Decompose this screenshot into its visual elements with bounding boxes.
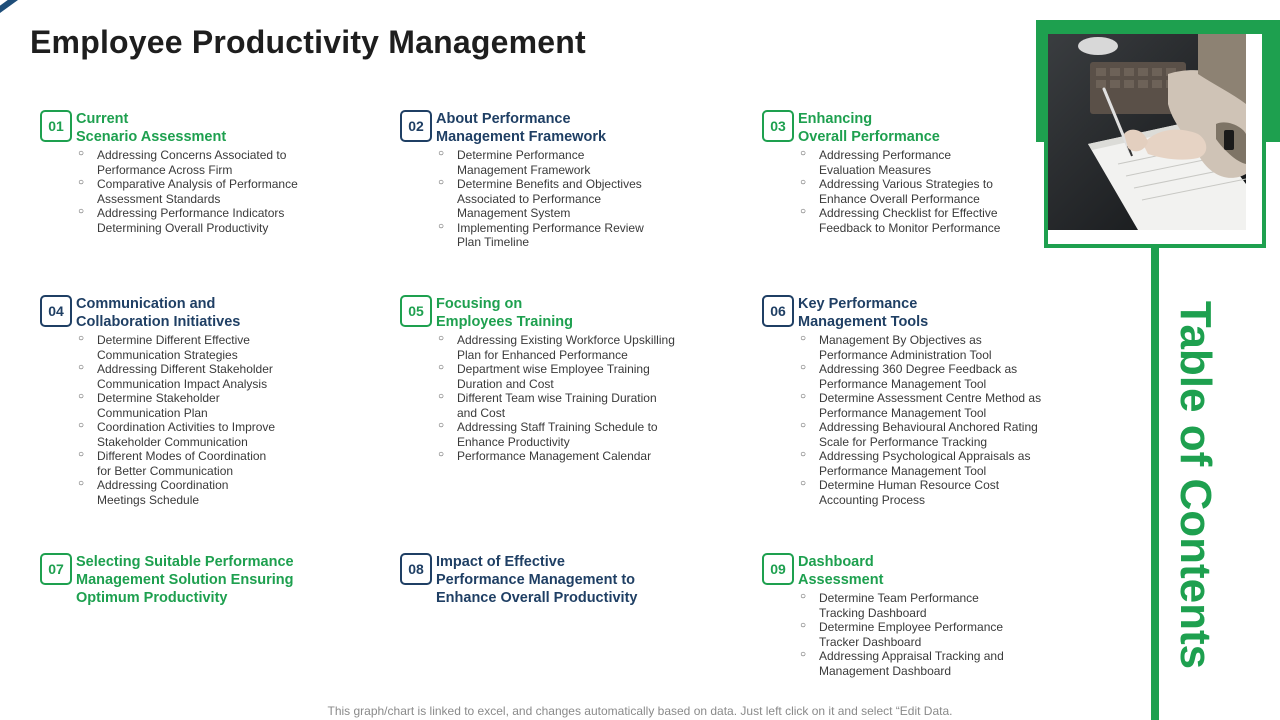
toc-section-08[interactable] xyxy=(400,553,690,607)
footer-note: This graph/chart is linked to excel, and changes automatically based on data. Just left click on it and select “Edit Data. xyxy=(327,704,953,718)
section-title: About Performance Management Framework xyxy=(436,111,607,145)
section-item-list xyxy=(438,148,690,250)
list-item: ○ Addressing Coordination Meetings Schedule xyxy=(78,478,330,507)
list-item: ○ Addressing Performance Evaluation Measures xyxy=(800,148,1052,177)
section-number-badge: 03 xyxy=(762,110,794,142)
toc-section-02[interactable] xyxy=(400,110,690,250)
section-title: Impact of Effective Performance Management to Enhance Overall Productivity xyxy=(436,554,638,606)
toc-section-03[interactable] xyxy=(762,110,1052,235)
section-item-list xyxy=(78,148,330,235)
section-item-list xyxy=(800,591,1052,678)
list-item: ○ Performance Management Calendar xyxy=(438,449,690,464)
person-writing-in-notebook-photo xyxy=(1048,34,1246,230)
toc-section-01[interactable] xyxy=(40,110,330,235)
list-item: ○ Implementing Performance Review Plan Timeline xyxy=(438,221,690,250)
toc-section-09[interactable] xyxy=(762,553,1052,678)
section-title: Enhancing Overall Performance xyxy=(798,111,940,145)
list-item: ○ Addressing Various Strategies to Enhance Overall Performance xyxy=(800,177,1052,206)
list-item: ○ Department wise Employee Training Duration and Cost xyxy=(438,362,690,391)
section-number-badge: 07 xyxy=(40,553,72,585)
list-item: ○ Determine Different Effective Communication Strategies xyxy=(78,333,330,362)
list-item: ○ Management By Objectives as Performance Administration Tool xyxy=(800,333,1052,362)
list-item: ○ Addressing Checklist for Effective Feedback to Monitor Performance xyxy=(800,206,1052,235)
section-number-badge: 01 xyxy=(40,110,72,142)
section-item-list xyxy=(800,333,1052,507)
list-item: ○ Determine Assessment Centre Method as Performance Management Tool xyxy=(800,391,1052,420)
section-number-badge: 09 xyxy=(762,553,794,585)
list-item: ○ Comparative Analysis of Performance Assessment Standards xyxy=(78,177,330,206)
section-title: Communication and Collaboration Initiatives xyxy=(76,296,241,330)
list-item: ○ Addressing Behavioural Anchored Rating Scale for Performance Tracking xyxy=(800,420,1052,449)
section-number-badge: 02 xyxy=(400,110,432,142)
toc-section-05[interactable] xyxy=(400,295,690,464)
list-item: ○ Addressing 360 Degree Feedback as Performance Management Tool xyxy=(800,362,1052,391)
list-item: ○ Different Team wise Training Duration and Cost xyxy=(438,391,690,420)
section-item-list xyxy=(438,333,690,464)
section-number-badge: 04 xyxy=(40,295,72,327)
section-number-badge: 08 xyxy=(400,553,432,585)
list-item: ○ Addressing Psychological Appraisals as Performance Management Tool xyxy=(800,449,1052,478)
list-item: ○ Different Modes of Coordination for Better Communication xyxy=(78,449,330,478)
list-item: ○ Addressing Performance Indicators Determining Overall Productivity xyxy=(78,206,330,235)
list-item: ○ Addressing Different Stakeholder Communication Impact Analysis xyxy=(78,362,330,391)
section-title: Key Performance Management Tools xyxy=(798,296,929,330)
list-item: ○ Determine Performance Management Framework xyxy=(438,148,690,177)
section-item-list xyxy=(78,333,330,507)
list-item: ○ Addressing Appraisal Tracking and Management Dashboard xyxy=(800,649,1052,678)
section-title: Current Scenario Assessment xyxy=(76,111,227,145)
toc-section-06[interactable] xyxy=(762,295,1052,507)
vertical-accent-line xyxy=(1151,248,1159,720)
section-title: Selecting Suitable Performance Management Solution Ensuring Optimum Productivity xyxy=(76,554,294,606)
list-item: ○ Addressing Staff Training Schedule to Enhance Productivity xyxy=(438,420,690,449)
list-item: ○ Addressing Existing Workforce Upskilling Plan for Enhanced Performance xyxy=(438,333,690,362)
page-title: Employee Productivity Management xyxy=(30,24,586,60)
list-item: ○ Determine Human Resource Cost Accounting Process xyxy=(800,478,1052,507)
section-item-list xyxy=(800,148,1052,235)
list-item: ○ Determine Employee Performance Tracker Dashboard xyxy=(800,620,1052,649)
list-item: ○ Determine Team Performance Tracking Dashboard xyxy=(800,591,1052,620)
list-item: ○ Coordination Activities to Improve Stakeholder Communication xyxy=(78,420,330,449)
list-item: ○ Determine Benefits and Objectives Associated to Performance Management System xyxy=(438,177,690,221)
section-title: Focusing on Employees Training xyxy=(436,296,573,330)
section-number-badge: 06 xyxy=(762,295,794,327)
list-item: ○ Determine Stakeholder Communication Plan xyxy=(78,391,330,420)
table-of-contents-label: Table of Contents xyxy=(1171,300,1220,670)
section-title: Dashboard Assessment xyxy=(798,554,884,588)
section-number-badge: 05 xyxy=(400,295,432,327)
toc-section-07[interactable] xyxy=(40,553,330,607)
list-item: ○ Addressing Concerns Associated to Performance Across Firm xyxy=(78,148,330,177)
toc-section-04[interactable] xyxy=(40,295,330,507)
